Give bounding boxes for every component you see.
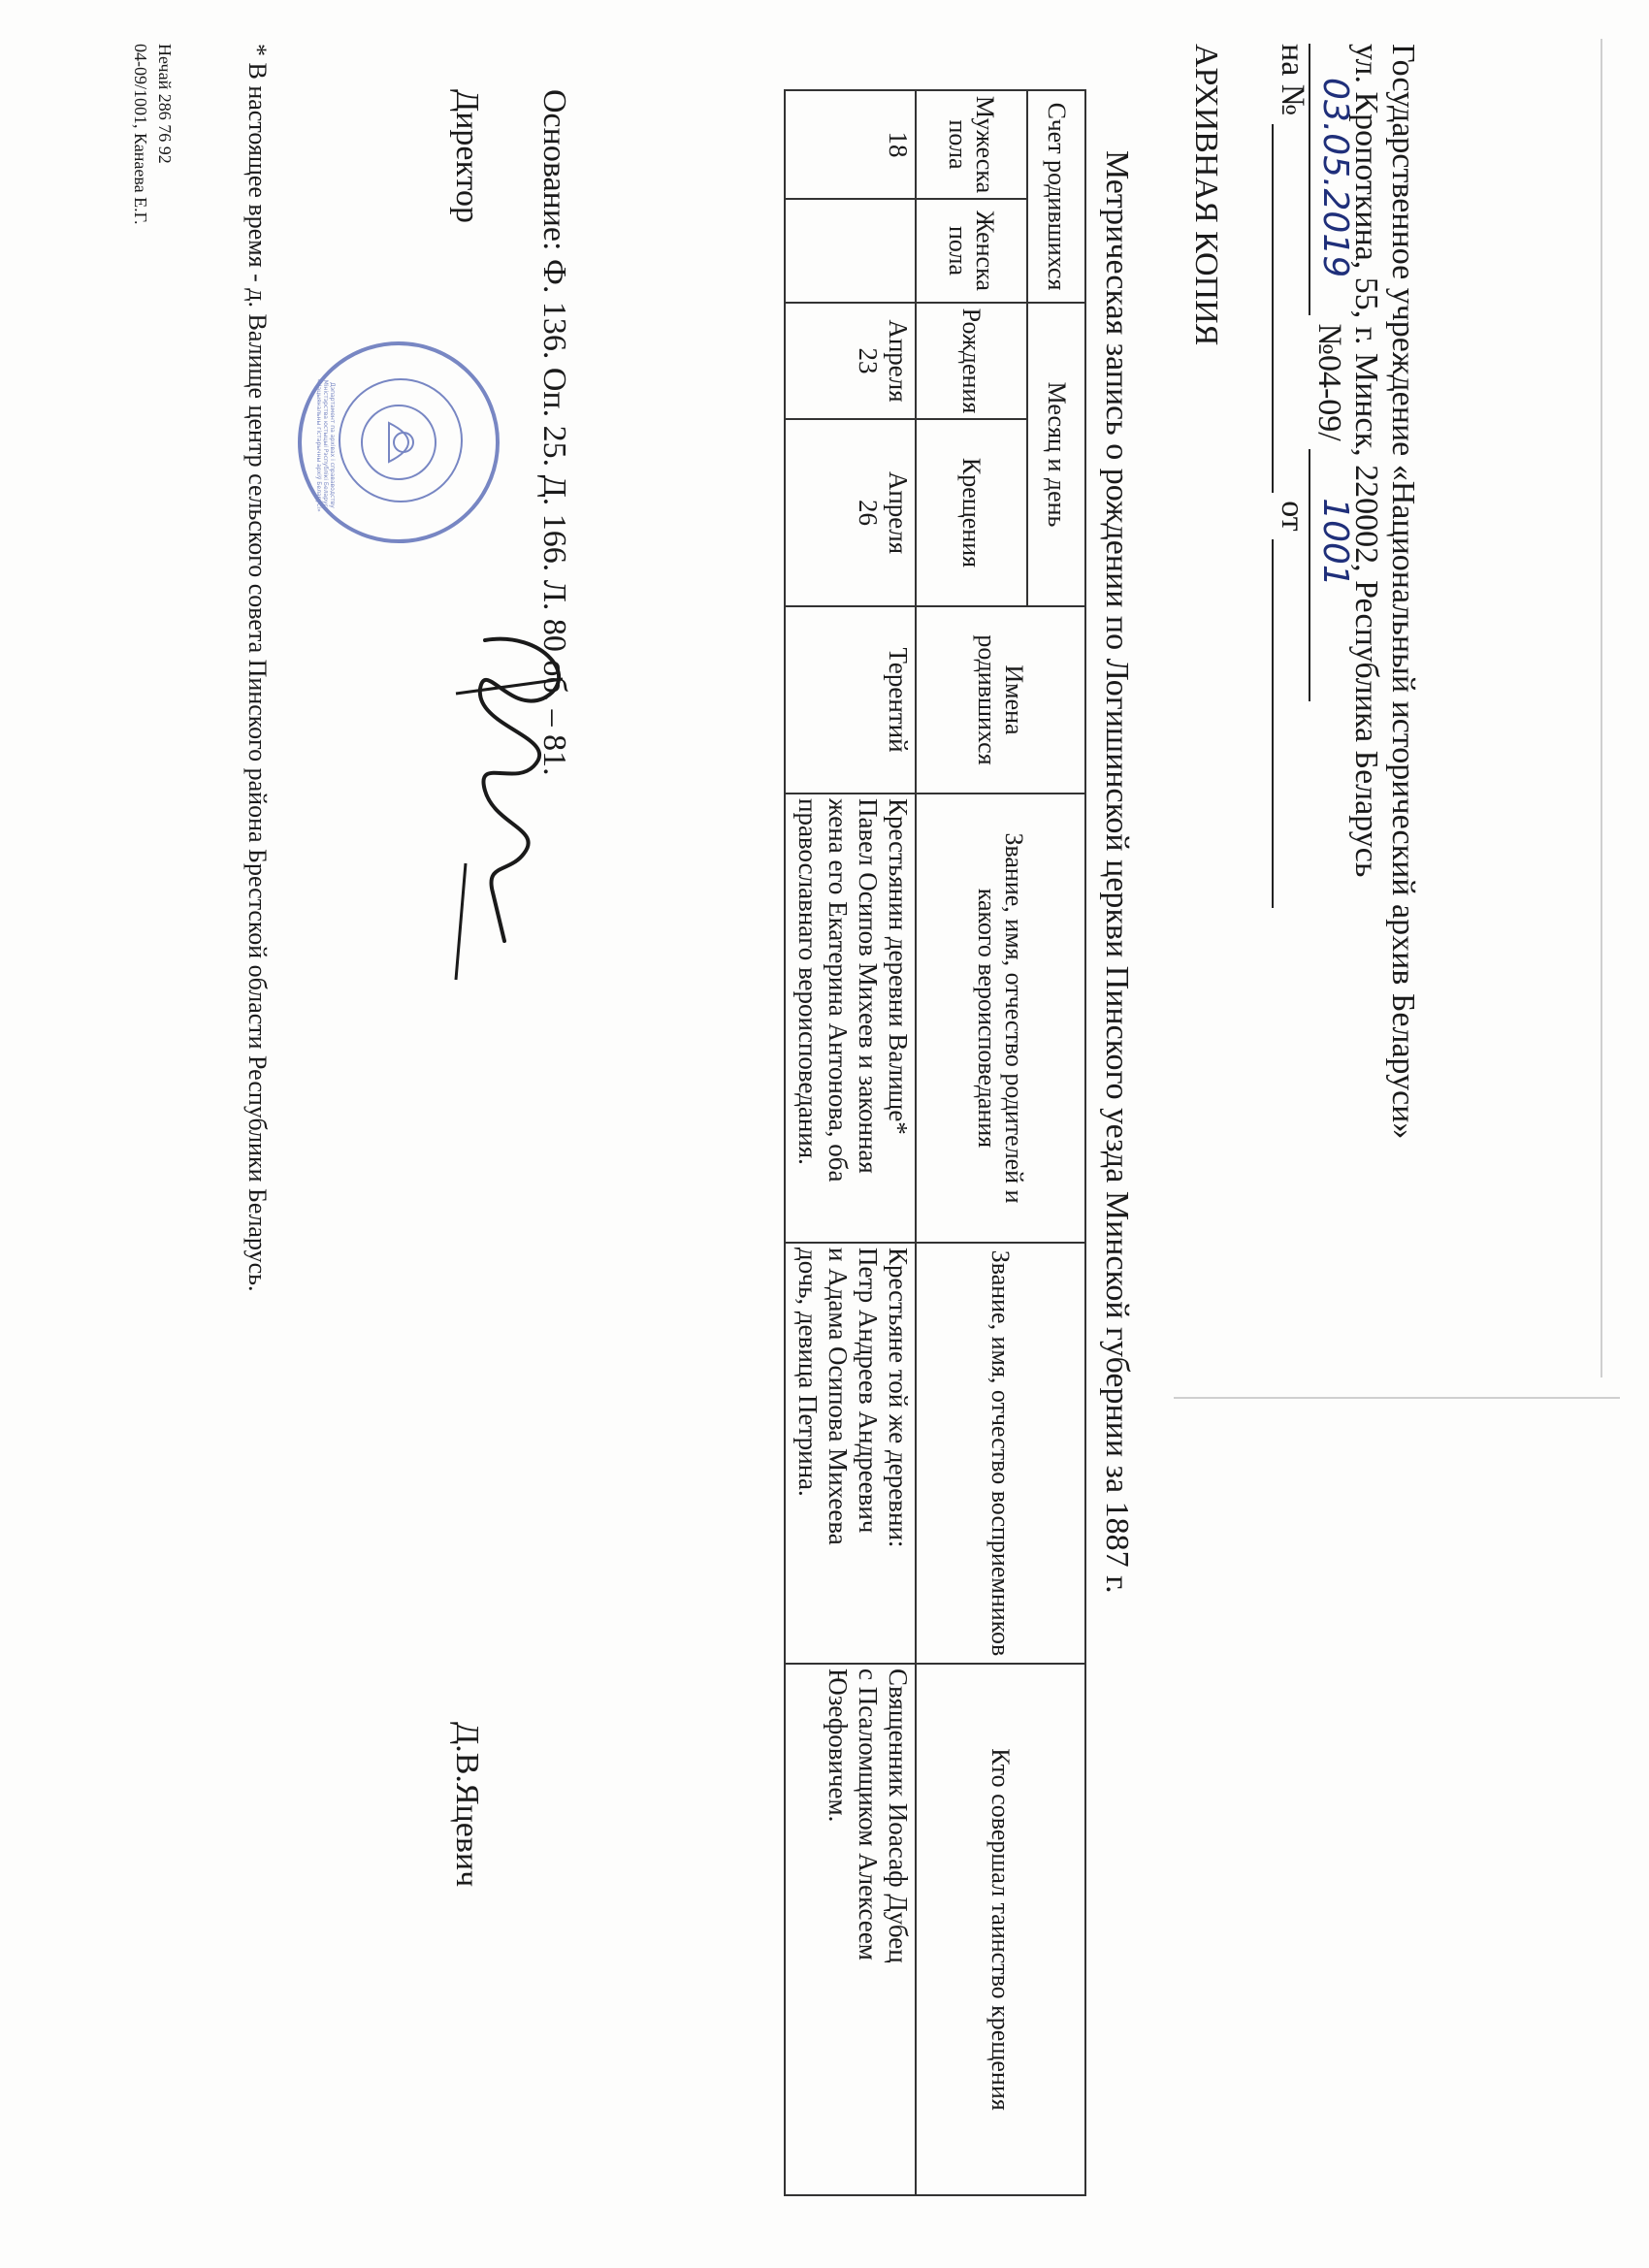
document-type: АРХИВНАЯ КОПИЯ xyxy=(1188,44,1224,346)
priest-line: Священник Иоасаф Дубец xyxy=(884,1669,913,1963)
godparents-line: дочь, девица Петрина. xyxy=(793,1247,823,1497)
birth-register-table xyxy=(784,89,1086,2196)
reference-date-field xyxy=(1272,539,1310,908)
cell-baptism-date xyxy=(785,419,916,606)
baptism-day: 26 xyxy=(854,500,883,526)
archive-address-line: ул. Кропоткина, 55, г. Минск, 220002, Республика Беларусь xyxy=(1348,44,1384,878)
outgoing-number-field xyxy=(1309,449,1355,701)
handwritten-signature xyxy=(436,621,601,989)
outgoing-number-handwritten: 1001 xyxy=(1315,498,1355,587)
header-baptism: Крещения xyxy=(916,419,1027,606)
parents-line: Павел Осипов Михеев и законная xyxy=(854,798,883,1174)
official-stamp xyxy=(298,341,500,543)
header-month-day: Месяц и день xyxy=(1027,303,1085,606)
reference-line xyxy=(1272,44,1310,908)
priest-line: с Псаломщиком Алексеем xyxy=(854,1669,883,1960)
executor-line-1: Нечай 286 76 92 xyxy=(155,44,175,164)
executor-line-2: 04-09/1001, Канаева Е.Г. xyxy=(131,44,150,225)
godparents-line: Петр Андреев Андреевич xyxy=(854,1247,883,1534)
outgoing-date-field xyxy=(1309,44,1355,315)
baptism-month: Апреля xyxy=(884,470,913,555)
header-priest: Кто совершал таинство крещения xyxy=(916,1664,1085,2195)
cell-name: Терентий xyxy=(785,606,916,794)
cell-female xyxy=(785,199,916,303)
cell-priest xyxy=(785,1664,916,2195)
signer-name: Д.В.Яцевич xyxy=(449,1722,485,1888)
header-male: Мужеска пола xyxy=(916,90,1027,199)
cell-male: 18 xyxy=(785,90,916,199)
archive-org-line: Государственное учреждение «Национальный исторический архив Беларуси» xyxy=(1385,44,1421,1140)
header-godparents: Звание, имя, отчество восприемников xyxy=(916,1243,1085,1664)
reference-from-label: от xyxy=(1275,501,1310,532)
reference-number-field xyxy=(1272,124,1310,493)
header-names: Имена родившихся xyxy=(916,606,1085,794)
cell-parents xyxy=(785,794,916,1243)
parents-line: Крестьянин деревни Валище* xyxy=(884,798,913,1135)
cell-godparents xyxy=(785,1243,916,1664)
parents-line: жена его Екатерина Антонова, оба xyxy=(824,798,853,1183)
outgoing-number-line xyxy=(1309,44,1355,701)
outgoing-date-handwritten: 03.05.2019 xyxy=(1315,78,1355,278)
document-title: Метрическая запись о рождении по Логишинской церкви Пинского уезда Минской губернии за 1887 г. xyxy=(1099,150,1135,1594)
signer-title: Директор xyxy=(449,89,485,223)
table-header-row-1 xyxy=(1027,90,1085,2195)
parents-line: православнаго вероисповедания. xyxy=(793,798,823,1165)
birth-month: Апреля xyxy=(884,319,913,403)
header-parents: Звание, имя, отчество родителей и какого вероисповедания xyxy=(916,794,1085,1243)
header-female: Женска пола xyxy=(916,199,1027,303)
godparents-line: и Адама Осипова Михеева xyxy=(824,1247,853,1545)
archival-basis: Основание: Ф. 136. Оп. 25. Д. 166. Л. 80 об. – 81. xyxy=(536,89,572,776)
header-birth: Рождения xyxy=(916,303,1027,419)
reference-label: на № xyxy=(1275,44,1310,116)
outgoing-number-label: №04-09/ xyxy=(1311,323,1347,441)
cell-birth-date xyxy=(785,303,916,419)
godparents-line: Крестьяне той же деревни: xyxy=(884,1247,913,1548)
header-count-born: Счет родившихся xyxy=(1027,90,1085,303)
stamp-text: Дэпартамент па архівах і справаводству Міністэрства юстыцыі Рэспублікі Беларусь «Нацыянальны гістарычны архіў Беларусі» xyxy=(315,378,336,512)
priest-line: Юзефовичем. xyxy=(824,1669,853,1823)
table-row xyxy=(785,90,916,2195)
footnote: * В настоящее время - д. Валище центр сельского совета Пинского района Брестской области Республики Беларусь. xyxy=(243,44,272,1292)
birth-day: 23 xyxy=(854,347,883,374)
